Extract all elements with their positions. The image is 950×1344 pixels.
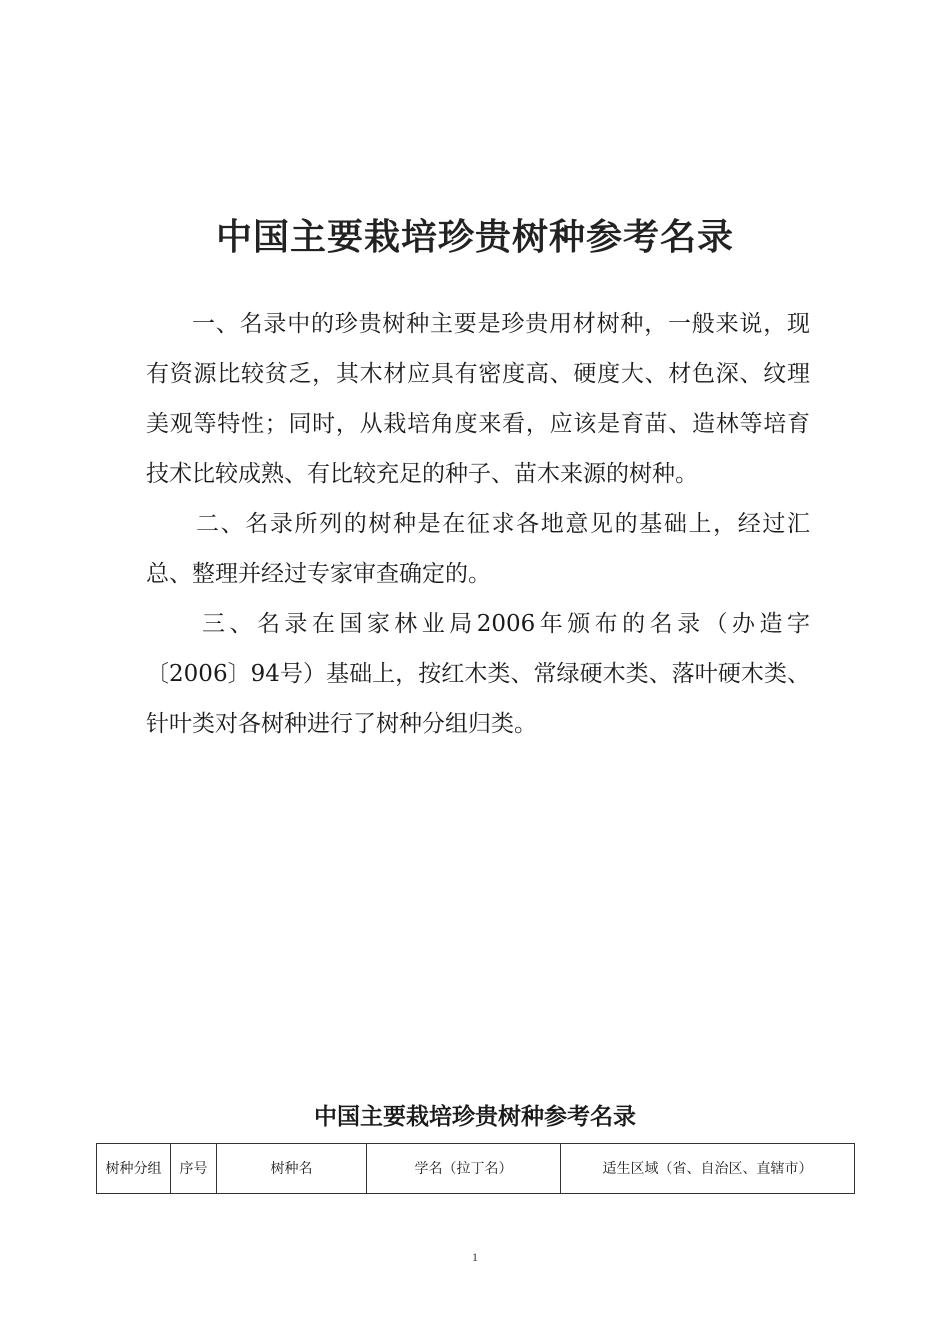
document-title: 中国主要栽培珍贵树种参考名录: [215, 217, 734, 258]
header-region: 适生区域（省、自治区、直辖市）: [561, 1144, 855, 1194]
header-latin-name: 学名（拉丁名）: [367, 1144, 561, 1194]
table-header-row: [97, 1144, 855, 1194]
paragraph-1: 一、名录中的珍贵树种主要是珍贵用材树种，一般来说，现有资源比较贫乏，其木材应具有密度高、硬度大、材色深、纹理美观等特性；同时，从栽培角度来看，应该是育苗、造林等培育技术比较成熟、有比较充足的种子、苗木来源的树种。: [146, 311, 810, 487]
species-table: [96, 1143, 855, 1194]
paragraph-2: 二、名录所列的树种是在征求各地意见的基础上，经过汇总、整理并经过专家审查确定的。: [146, 511, 810, 587]
table-title: 中国主要栽培珍贵树种参考名录: [314, 1104, 636, 1130]
header-group: 树种分组: [97, 1144, 171, 1194]
paragraph-3: 三、名录在国家林业局2006年颁布的名录（办造字〔2006〕94号）基础上，按红木类、常绿硬木类、落叶硬木类、针叶类对各树种进行了树种分组归类。: [146, 611, 810, 737]
header-species-name: 树种名: [217, 1144, 367, 1194]
page-number: 1: [472, 1250, 478, 1264]
intro-text: [146, 299, 810, 749]
header-index: 序号: [171, 1144, 217, 1194]
